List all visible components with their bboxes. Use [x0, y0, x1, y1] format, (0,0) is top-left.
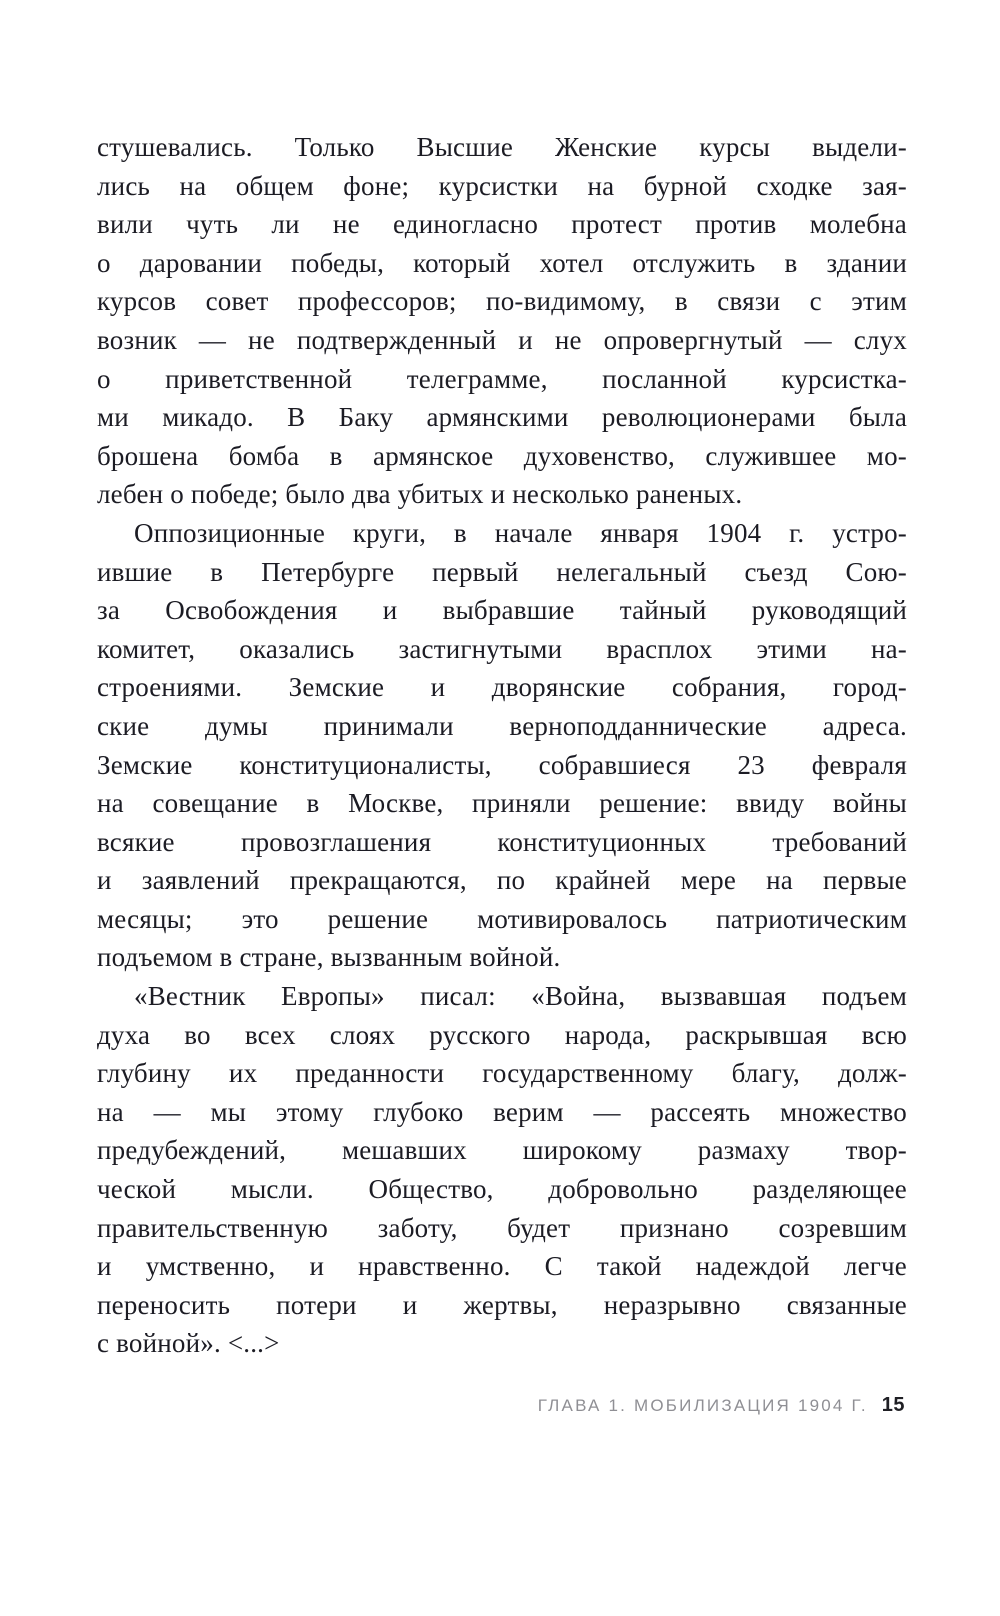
text-line: курсов совет профессоров; по-видимому, в связи с этим [97, 286, 907, 317]
text-line: возник — не подтвержденный и не опровергнутый — слух [97, 324, 907, 355]
text-line: правительственную заботу, будет признано созревшим [97, 1212, 907, 1243]
text-line: стушевались. Только Высшие Женские курсы выдели- [97, 132, 907, 162]
text-line: о даровании победы, который хотел отслужить в здании [97, 247, 907, 278]
text-line: Земские конституционалисты, собравшиеся 23 февраля [97, 749, 907, 780]
paragraph [97, 128, 907, 514]
text-block [97, 128, 907, 1363]
paragraph [97, 514, 907, 977]
text-line: духа во всех слоях русского народа, раскрывшая всю [97, 1019, 907, 1050]
text-line: ческой мысли. Общество, добровольно разделяющее [97, 1174, 907, 1205]
text-line: и заявлений прекращаются, по крайней мере на первые [97, 865, 907, 896]
text-line: брошена бомба в армянское духовенство, служившее мо- [97, 440, 907, 471]
text-line: переносить потери и жертвы, неразрывно связанные [97, 1289, 907, 1320]
text-line: ми микадо. В Баку армянскими революционерами была [97, 402, 907, 433]
text-line: и умственно, и нравственно. С такой надеждой легче [97, 1251, 907, 1282]
text-line: лись на общем фоне; курсистки на бурной сходке зая- [97, 170, 907, 201]
text-line: о приветственной телеграмме, посланной курсистка- [97, 363, 907, 394]
text-line: «Вестник Европы» писал: «Война, вызвавшая подъем [134, 981, 907, 1012]
text-line: за Освобождения и выбравшие тайный руководящий [97, 595, 907, 626]
text-line: на совещание в Москве, приняли решение: ввиду войны [97, 788, 907, 819]
text-line: с войной». <...> [97, 1328, 280, 1359]
paragraph [97, 977, 907, 1363]
text-line: строениями. Земские и дворянские собрания, город- [97, 672, 907, 703]
text-line: ские думы принимали верноподданнические адреса. [97, 710, 907, 741]
text-line: на — мы этому глубоко верим — рассеять множество [97, 1096, 907, 1127]
text-line: лебен о победе; было два убитых и несколько раненых. [97, 479, 743, 510]
text-line: вили чуть ли не единогласно протест против молебна [97, 209, 907, 240]
page-number: 15 [881, 1394, 905, 1416]
text-line: глубину их преданности государственному благу, долж- [97, 1058, 907, 1089]
text-line: предубеждений, мешавших широкому размаху твор- [97, 1135, 907, 1166]
text-line: комитет, оказались застигнутыми врасплох этими на- [97, 633, 907, 664]
page-footer [538, 1394, 905, 1417]
running-head-chapter: ГЛАВА 1. МОБИЛИЗАЦИЯ 1904 Г. [537, 1396, 868, 1415]
text-line: ившие в Петербурге первый нелегальный съезд Сою- [97, 556, 907, 587]
text-line: подъемом в стране, вызванным войной. [97, 942, 561, 973]
text-line: всякие провозглашения конституционных требований [97, 826, 907, 857]
text-line: месяцы; это решение мотивировалось патриотическим [97, 903, 907, 934]
text-line: Оппозиционные круги, в начале января 1904 г. устро- [134, 517, 907, 548]
